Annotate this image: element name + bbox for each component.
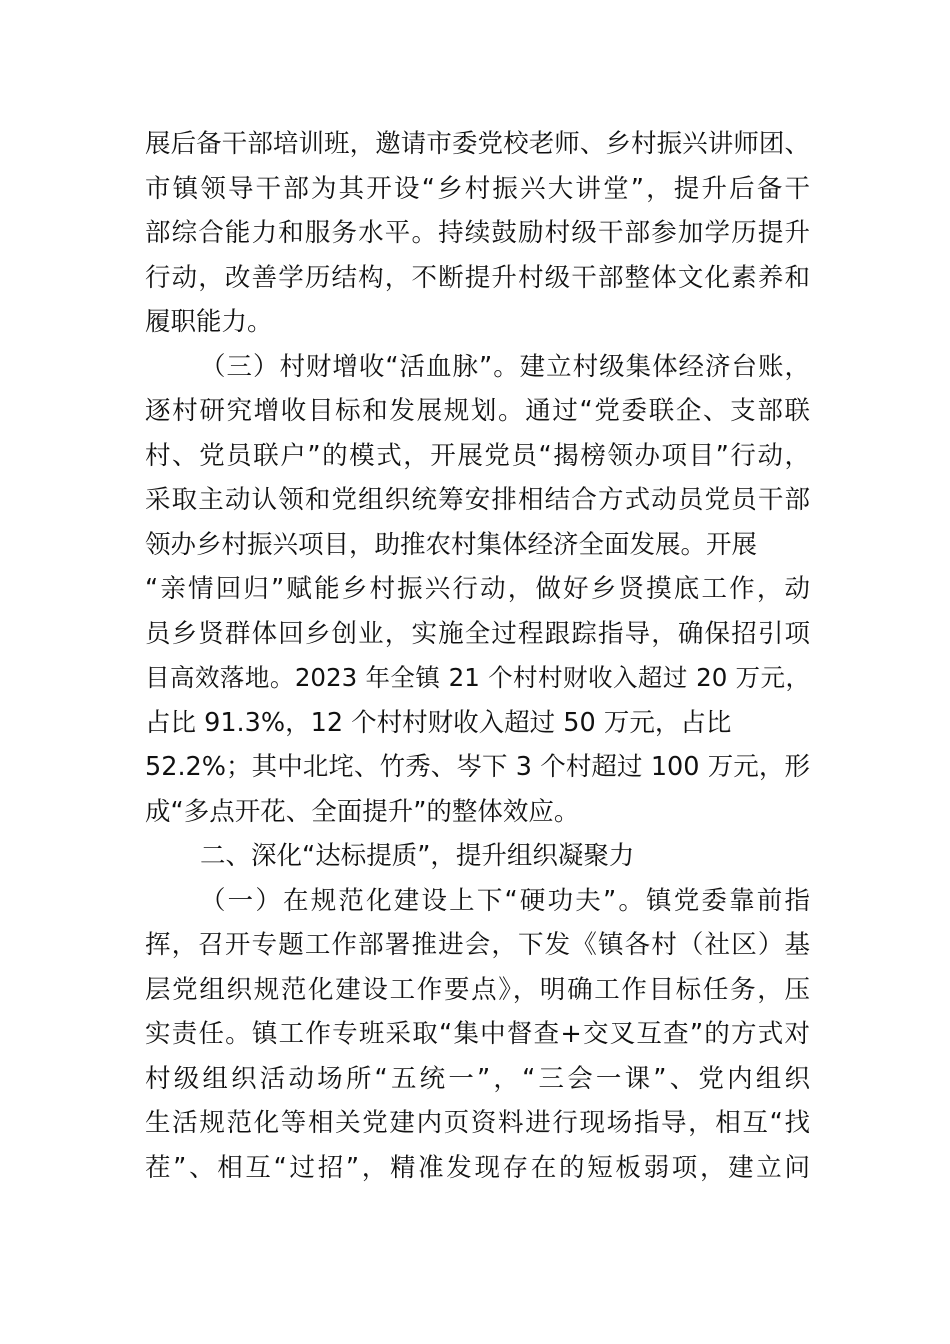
text-line: 领办乡村振兴项目，助推农村集体经济全面发展。开展 (145, 529, 758, 560)
text-line: 员乡贤群体回乡创业，实施全过程跟踪指导，确保招引项 (145, 618, 810, 649)
text-line: 部综合能力和服务水平。持续鼓励村级干部参加学历提升 (145, 218, 810, 248)
text-line: 茬”、相互“过招”，精准发现存在的短板弱项，建立问 (145, 1152, 810, 1183)
text-line: 挥，召开专题工作部署推进会，下发《镇各村（社区）基 (145, 930, 810, 960)
text-line: 村、党员联户”的模式，开展党员“揭榜领办项目”行动， (145, 440, 810, 471)
text-line: 展后备干部培训班，邀请市委党校老师、乡村振兴讲师团、 (145, 129, 810, 159)
text-line: “亲情回归”赋能乡村振兴行动，做好乡贤摸底工作，动 (145, 574, 810, 604)
text-line: （一）在规范化建设上下“硬功夫”。镇党委靠前指 (200, 885, 810, 916)
text-line: 实责任。镇工作专班采取“集中督查+交叉互查”的方式对 (145, 1019, 810, 1049)
text-line: 占比 91.3%，12 个村村财收入超过 50 万元，占比 (145, 707, 732, 738)
section-heading: 二、深化“达标提质”，提升组织凝聚力 (200, 841, 635, 871)
text-line: 目高效落地。2023 年全镇 21 个村村财收入超过 20 万元， (145, 663, 810, 692)
text-line: 成“多点开花、全面提升”的整体效应。 (145, 796, 580, 827)
text-line: 采取主动认领和党组织统筹安排相结合方式动员党员干部 (145, 485, 810, 515)
text-line: 生活规范化等相关党建内页资料进行现场指导，相互“找 (145, 1108, 810, 1138)
text-line: 村级组织活动场所“五统一”，“三会一课”、党内组织 (145, 1063, 810, 1094)
document-body (145, 122, 810, 1190)
text-line: （三）村财增收“活血脉”。建立村级集体经济台账， (200, 351, 810, 382)
text-line: 52.2%；其中北垞、竹秀、岑下 3 个村超过 100 万元，形 (145, 752, 810, 782)
text-line: 市镇领导干部为其开设“乡村振兴大讲堂”，提升后备干 (145, 173, 810, 204)
text-line: 履职能力。 (145, 307, 273, 337)
text-line: 行动，改善学历结构，不断提升村级干部整体文化素养和 (145, 262, 810, 293)
text-line: 层党组织规范化建设工作要点》，明确工作目标任务，压 (145, 974, 810, 1005)
text-line: 逐村研究增收目标和发展规划。通过“党委联企、支部联 (145, 396, 810, 426)
